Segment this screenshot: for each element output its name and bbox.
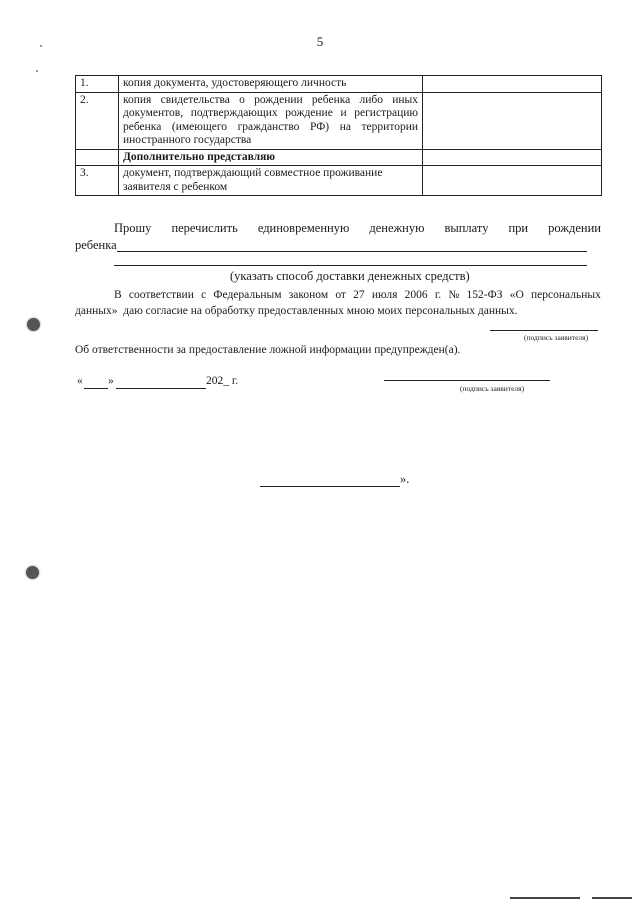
row-number: [76, 149, 119, 166]
request-line: Прошу перечислить единовременную денежную выплату при рождении: [114, 221, 601, 235]
responsibility-signature-caption: (подпись заявителя): [460, 384, 525, 393]
row-description: копия документа, удостоверяющего личность: [119, 76, 423, 93]
row-description: документ, подтверждающий совместное проживание заявителя с ребенком: [119, 166, 423, 196]
row-number: 2.: [76, 92, 119, 149]
consent-line: В соответствии с Федеральным законом от 27 июля 2006 г. № 152-ФЗ «О персональных: [114, 289, 601, 301]
row-mark-cell: [423, 92, 602, 149]
date-month-line: [116, 388, 206, 389]
delivery-method-line: [114, 265, 587, 266]
table-row: [76, 92, 602, 149]
consent-continuation: данных» даю согласие на обработку предоставленных мною моих персональных данных.: [75, 305, 518, 317]
responsibility-signature-line: [384, 380, 550, 381]
row-mark-cell: [423, 166, 602, 196]
scan-speck: [36, 70, 38, 72]
row-number: 1.: [76, 76, 119, 93]
scan-edge-mark: [592, 897, 632, 899]
consent-signature-caption: (подпись заявителя): [524, 333, 589, 342]
responsibility-statement: Об ответственности за предоставление ложной информации предупрежден(а).: [75, 344, 461, 356]
table-row: [76, 76, 602, 93]
date-open-quote: «: [77, 375, 83, 387]
scan-edge-mark: [510, 897, 580, 899]
punch-hole-mark: [26, 566, 39, 579]
table-row: [76, 149, 602, 166]
fragment-blank-line: [260, 486, 400, 487]
delivery-method-caption: (указать способ доставки денежных средств): [230, 269, 470, 283]
fragment-closing: ».: [400, 472, 410, 486]
date-year: 202_ г.: [206, 375, 239, 387]
page-number: 5: [316, 34, 324, 49]
scan-speck: [40, 45, 42, 47]
child-label: ребенка: [75, 238, 117, 252]
table-row: [76, 166, 602, 196]
date-close-quote: »: [108, 375, 114, 387]
punch-hole-mark: [27, 318, 40, 331]
row-number: 3.: [76, 166, 119, 196]
section-heading: Дополнительно представляю: [119, 149, 423, 166]
child-blank-line: [117, 251, 587, 252]
row-mark-cell: [423, 76, 602, 93]
documents-table: [75, 75, 602, 196]
consent-signature-line: [490, 330, 598, 331]
row-description: копия свидетельства о рождении ребенка либо иных документов, подтверждающих рождение и регистрацию ребенка (имеющего гражданство РФ) на территории иностранного государства: [119, 92, 423, 149]
date-day-line: [84, 388, 108, 389]
row-mark-cell: [423, 149, 602, 166]
